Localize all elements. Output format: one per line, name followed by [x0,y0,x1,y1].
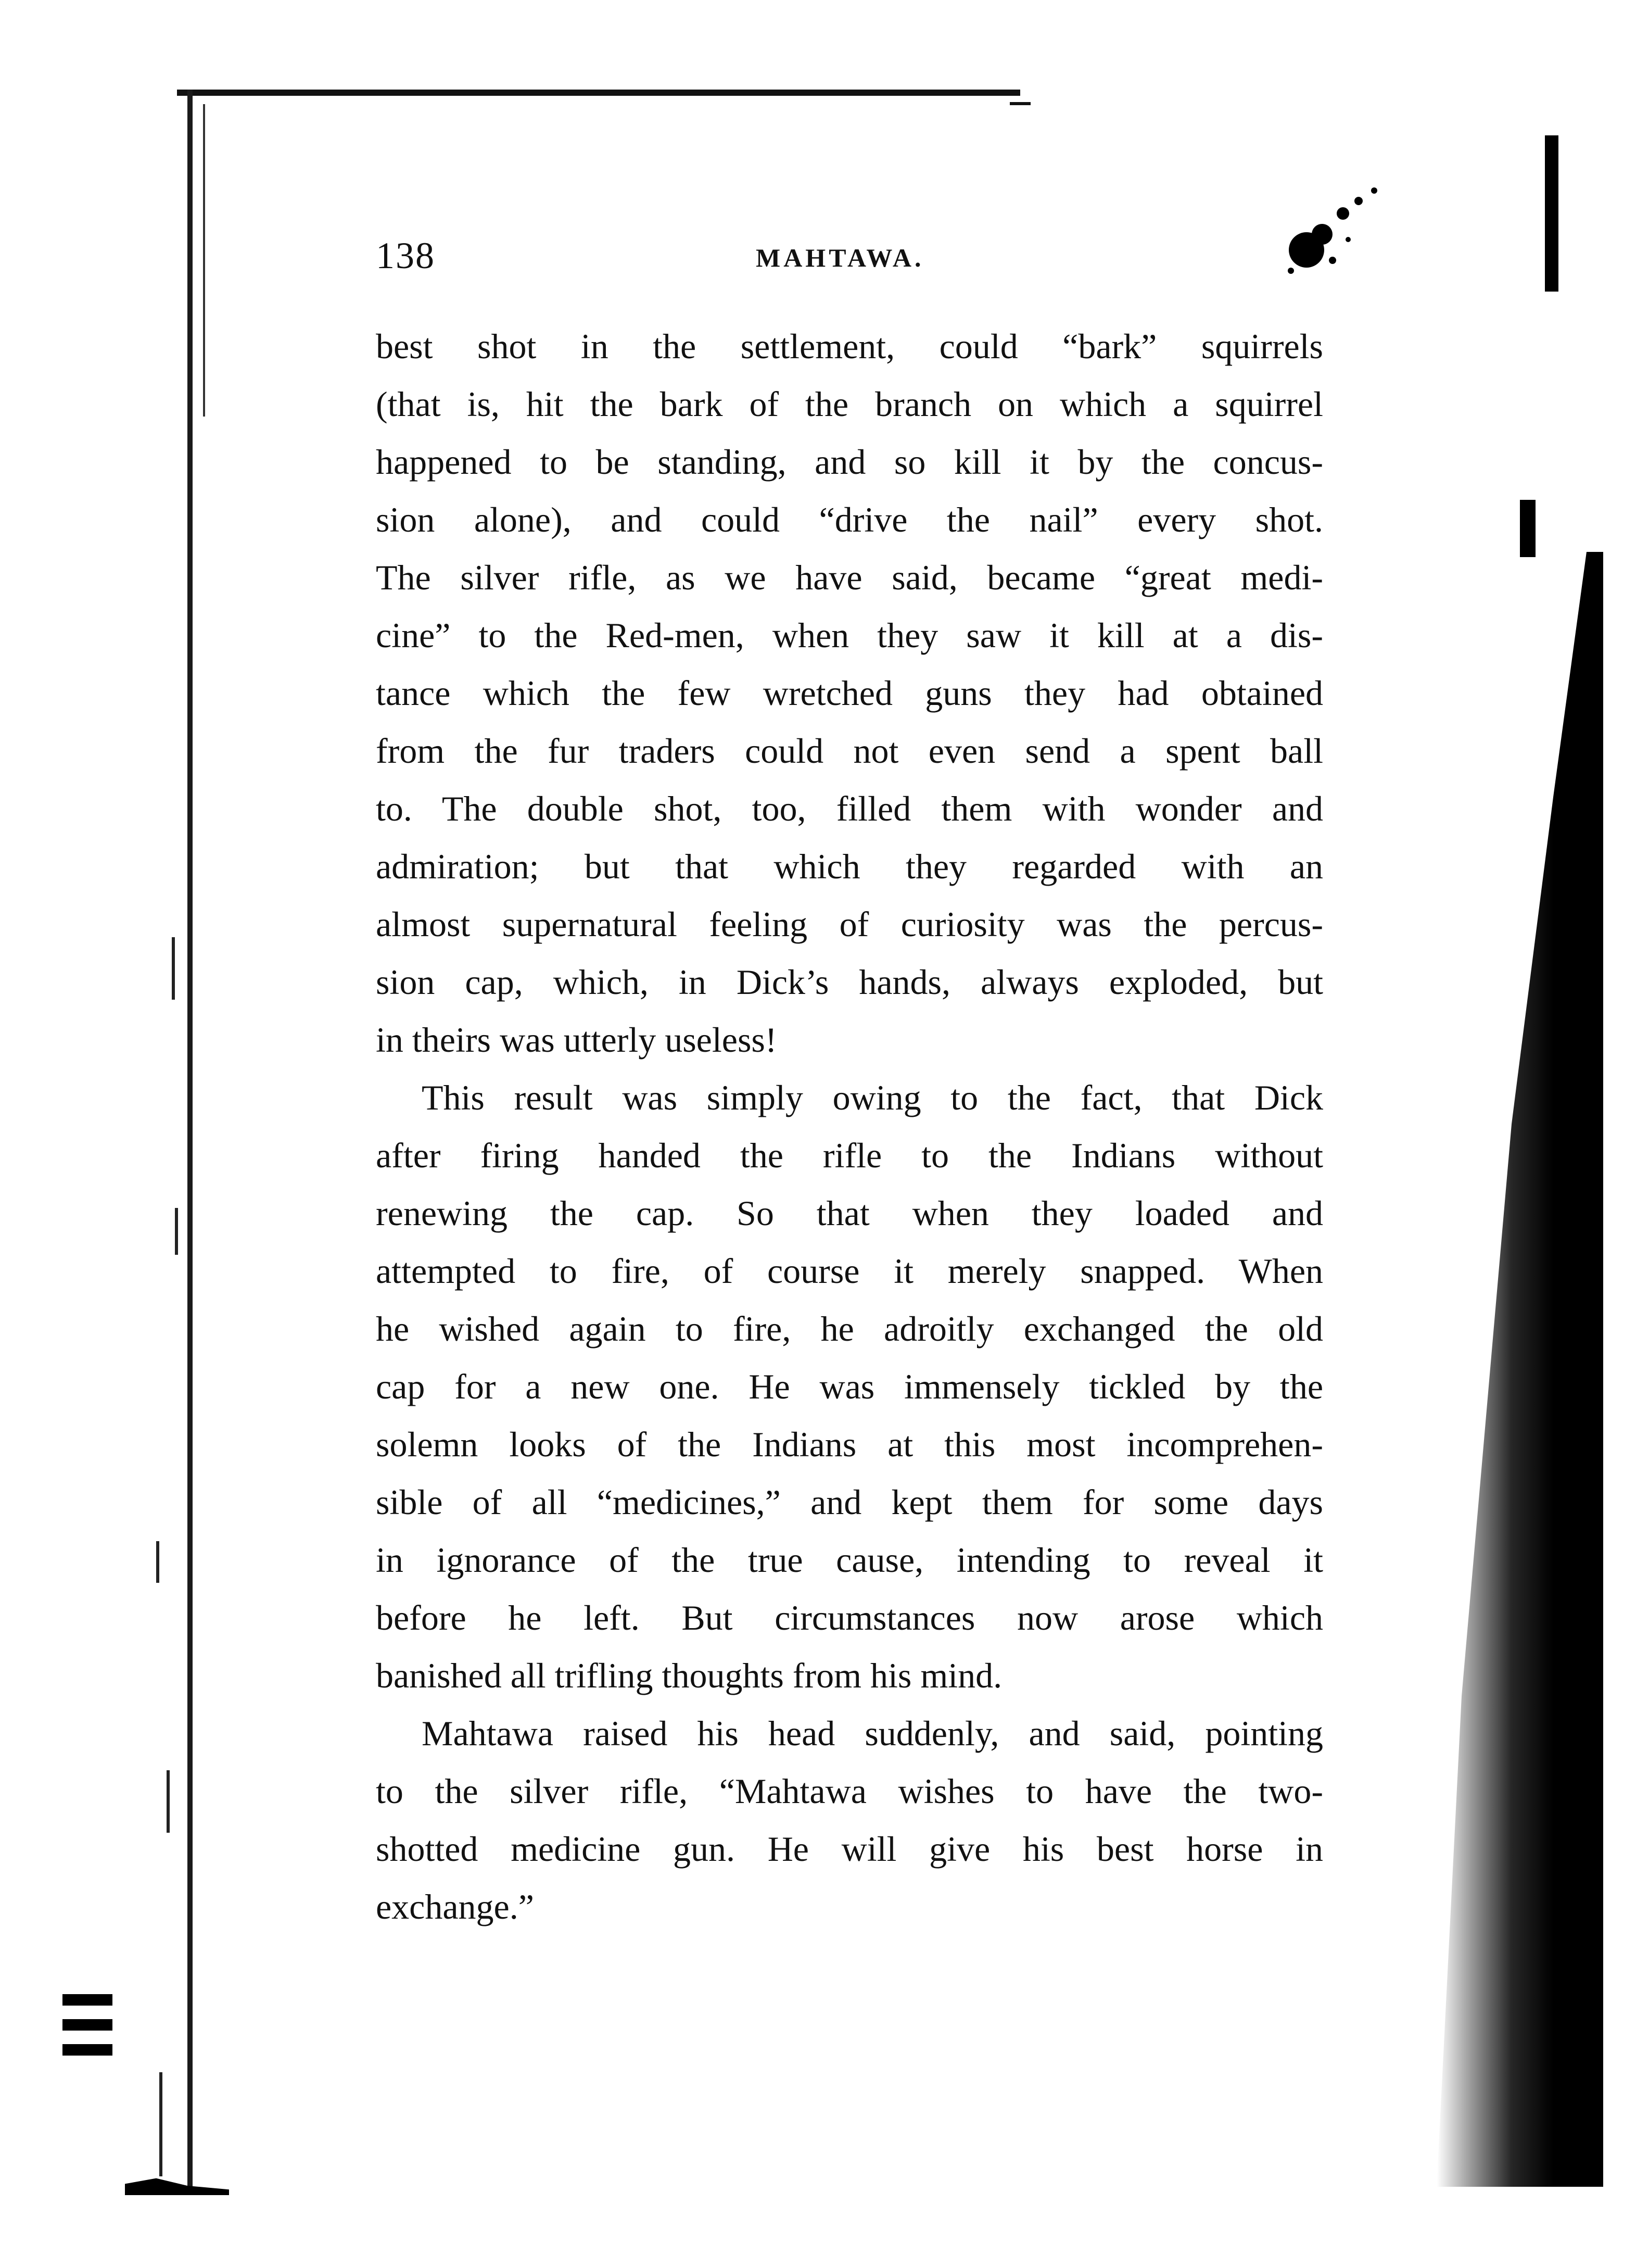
text-line: to. The double shot, too, filled them with wonder and [376,789,1323,828]
right-edge-mark [1520,500,1536,557]
text-line: cine” to the Red-men, when they saw it kill at a dis- [376,615,1323,655]
text-line: renewing the cap. So that when they loaded and [376,1193,1323,1233]
page-number: 138 [376,235,435,276]
text-line: sible of all “medicines,” and kept them for some days [376,1482,1323,1522]
text-line: Mahtawa raised his head suddenly, and said, pointing [422,1713,1323,1753]
text-line: admiration; but that which they regarded with an [376,847,1323,886]
text-line: solemn looks of the Indians at this most incomprehen- [376,1425,1323,1464]
text-line: happened to be standing, and so kill it by the concus- [376,442,1323,482]
text-line: after firing handed the rifle to the Indians without [376,1136,1323,1175]
text-line: exchange.” [376,1887,534,1926]
text-line: attempted to fire, of course it merely snapped. When [376,1251,1323,1291]
text-line: best shot in the settlement, could “bark” squirrels [376,326,1323,366]
text-line: tance which the few wretched guns they had obtained [376,673,1323,713]
text-line: cap for a new one. He was immensely tickled by the [376,1367,1323,1406]
bottom-corner-blot [125,2176,229,2195]
text-line: from the fur traders could not even send a spent ball [376,731,1323,771]
text-line: This result was simply owing to the fact, that Dick [422,1078,1323,1117]
right-margin-shadow [1437,552,1603,2187]
running-head [376,234,1313,286]
text-line: to the silver rifle, “Mahtawa wishes to have the two- [376,1771,1323,1811]
header-rule-tail [1010,102,1031,105]
left-page-edge-inner [203,104,205,417]
body-text [376,318,1323,1936]
left-margin-speck [172,937,175,1000]
left-page-edge [187,90,193,2188]
text-line: sion alone), and could “drive the nail” every shot. [376,500,1323,539]
text-line: almost supernatural feeling of curiosity was the percus- [376,904,1323,944]
header-rule [177,90,1020,96]
text-line: before he left. But circumstances now arose which [376,1598,1323,1637]
text-line: banished all trifling thoughts from his mind. [376,1656,1003,1695]
text-line: sion cap, which, in Dick’s hands, always exploded, but [376,962,1323,1002]
left-margin-speck [167,1770,170,1833]
text-line: The silver rifle, as we have said, became “great medi- [376,558,1323,597]
left-margin-speck [156,1541,159,1583]
text-line: he wished again to fire, he adroitly exchanged the old [376,1309,1323,1349]
left-margin-marks [62,1994,112,2069]
left-margin-speck [175,1208,178,1255]
text-line: in ignorance of the true cause, intending to reveal it [376,1540,1323,1580]
text-line: shotted medicine gun. He will give his best horse in [376,1829,1323,1869]
right-edge-mark [1545,135,1558,292]
running-title: MAHTAWA. [756,243,924,272]
text-line: (that is, hit the bark of the branch on which a squirrel [376,384,1323,424]
left-margin-speck [159,2072,162,2176]
text-line: in theirs was utterly useless! [376,1020,777,1060]
